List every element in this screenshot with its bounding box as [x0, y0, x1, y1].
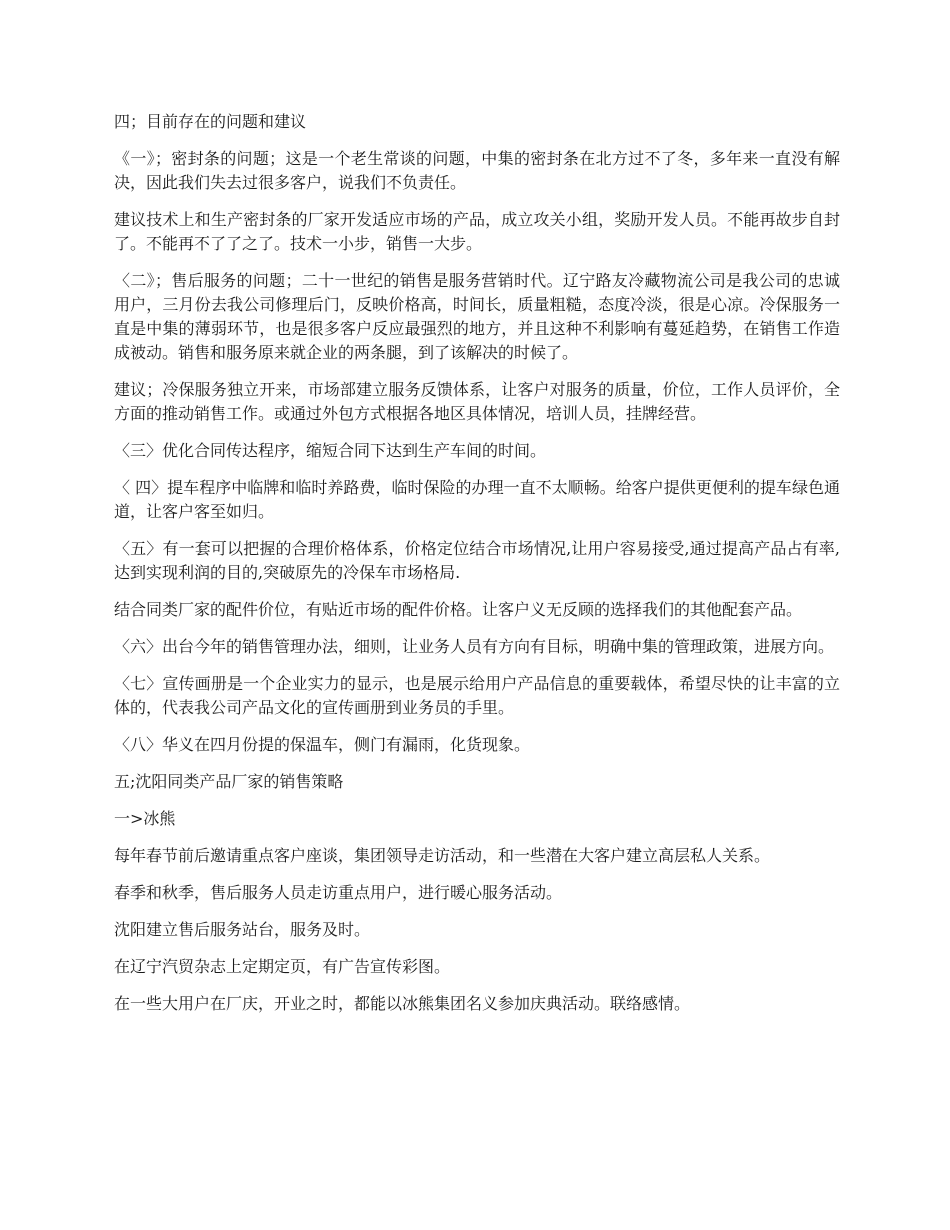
paragraph-seal-strip-issue: 《一》；密封条的问题；这是一个老生常谈的问题，中集的密封条在北方过不了冬，多年来一直没有解决，因此我们失去过很多客户，说我们不负责任。: [114, 149, 840, 192]
paragraph-magazine-ads: 在辽宁汽贸杂志上定期定页，有广告宣传彩图。: [114, 957, 451, 976]
paragraph-parts-pricing: 结合同类厂家的配件价位，有贴近市场的配件价格。让客户义无反顾的选择我们的其他配套产品。: [114, 600, 803, 619]
paragraph-huayi-issue: 〈八〉华义在四月份提的保温车，侧门有漏雨，化货现象。: [114, 735, 531, 754]
paragraph-after-sales-suggestion: 建议；冷保服务独立开来，市场部建立服务反馈体系，让客户对服务的质量，价位，工作人员评价，全方面的推动销售工作。或通过外包方式根据各地区具体情况，培训人员，挂牌经营。: [114, 380, 840, 423]
paragraph-service-station: 沈阳建立售后服务站台，服务及时。: [114, 920, 371, 939]
document-body: [114, 110, 840, 1029]
paragraph-price-system: 〈五〉有一套可以把握的合理价格体系，价格定位结合市场情况,让用户容易接受,通过提高产品占有率,达到实现利润的目的,突破原先的冷保车市场格局.: [114, 539, 840, 582]
paragraph-vehicle-pickup: 〈 四〉提车程序中临牌和临时养路费，临时保险的办理一直不太顺畅。给客户提供更便利的提车绿色通道，让客户客至如归。: [114, 478, 840, 521]
paragraph-celebrations: 在一些大用户在厂庆，开业之时，都能以冰熊集团名义参加庆典活动。联络感情。: [114, 994, 691, 1013]
section-heading-competitors: 五;沈阳同类产品厂家的销售策略: [114, 772, 344, 791]
subheading-bingxiong: 一>冰熊: [114, 809, 176, 828]
paragraph-brochure: 〈七〉宣传画册是一个企业实力的显示，也是展示给用户产品信息的重要载体，希望尽快的让丰富的立体的，代表我公司产品文化的宣传画册到业务员的手里。: [114, 674, 840, 717]
paragraph-spring-festival: 每年春节前后邀请重点客户座谈，集团领导走访活动，和一些潜在大客户建立高层私人关系。: [114, 846, 771, 865]
paragraph-after-sales-issue: 〈二》；售后服务的问题；二十一世纪的销售是服务营销时代。辽宁路友冷藏物流公司是我公司的忠诚用户，三月份去我公司修理后门，反映价格高，时间长，质量粗糙，态度冷淡，很是心凉。冷保服务一直是中集的薄弱环节，也是很多客户反应最强烈的地方，并且这种不利影响有蔓延趋势，在销售工作造成被动。销售和服务原来就企业的两条腿，到了该解决的时候了。: [114, 271, 840, 362]
paragraph-seal-strip-suggestion: 建议技术上和生产密封条的厂家开发适应市场的产品，成立攻关小组，奖励开发人员。不能再故步自封了。不能再不了了之了。技术一小步，销售一大步。: [114, 210, 840, 253]
paragraph-sales-management: 〈六〉出台今年的销售管理办法，细则，让业务人员有方向有目标，明确中集的管理政策，进展方向。: [114, 637, 835, 656]
paragraph-seasonal-visits: 春季和秋季，售后服务人员走访重点用户，进行暖心服务活动。: [114, 883, 563, 902]
paragraph-contract-process: 〈三〉优化合同传达程序，缩短合同下达到生产车间的时间。: [114, 441, 547, 460]
section-heading-problems: 四；目前存在的问题和建议: [114, 112, 307, 131]
